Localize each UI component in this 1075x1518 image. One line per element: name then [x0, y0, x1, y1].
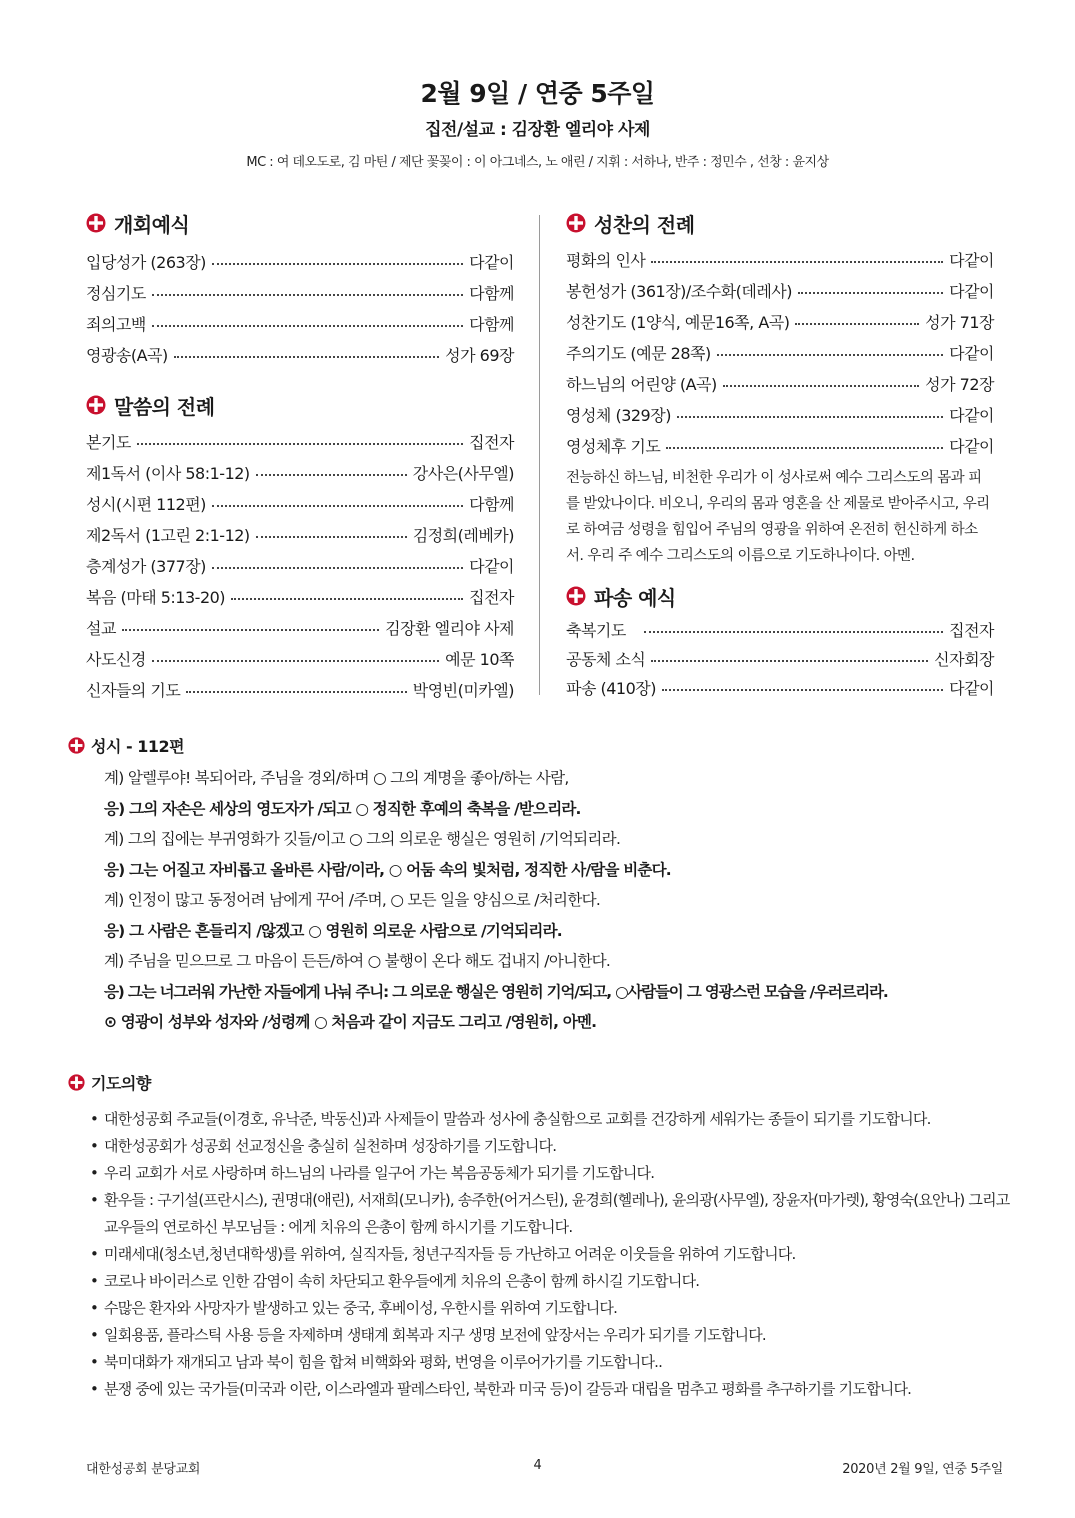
leader-dots [662, 689, 943, 691]
leader-dots [212, 505, 463, 507]
bullet: • [90, 1110, 99, 1128]
order-row: 입당성가 (263장) 다같이 [86, 253, 514, 272]
psalm-line-response: 응) 그는 너그러워 가난한 자들에게 나눠 주니: 그 의로운 행실은 영원히 기억/되고, ○사람들이 그 영광스런 모습을 /우러르리라. [104, 982, 888, 1001]
order-row: 제1독서 (이사 58:1-12) 강사은(사무엘) [86, 464, 514, 483]
psalm-line-leader: 계) 주님을 믿으므로 그 마음이 든든/하여 ○ 불행이 온다 해도 겁내지 /아니한다. [104, 952, 611, 970]
order-row: 성시(시편 112편) 다함께 [86, 495, 514, 514]
order-row: 영성체 (329장) 다같이 [566, 406, 994, 425]
psalm-line-response: 응) 그 사람은 흔들리지 /않겠고 ○ 영원히 의로운 사람으로 /기억되리라. [104, 921, 562, 940]
order-row: 공동체 소식 신자회장 [566, 650, 994, 669]
section-word [86, 390, 514, 705]
order-row: 설교 김장환 엘리야 사제 [86, 619, 514, 638]
leader-dots [651, 660, 928, 662]
list-item: • 수많은 환자와 사망자가 발생하고 있는 중국, 후베이성, 우한시를 위하여 기도합니다. [90, 1295, 1018, 1322]
leader-dots [152, 660, 439, 662]
section-heading: 개회예식 [86, 208, 514, 238]
order-row: 평화의 인사 다같이 [566, 251, 994, 270]
order-row: 정심기도 다함께 [86, 284, 514, 303]
section-heading: 성찬의 전례 [566, 208, 994, 238]
intentions-section [68, 1070, 1018, 1403]
psalm-line-leader: 계) 알렐루야! 복되어라, 주님을 경외/하며 ○ 그의 계명을 좋아/하는 사람, [104, 769, 569, 787]
order-row: 층계성가 (377장) 다같이 [86, 557, 514, 576]
order-row: 영광송(A곡) 성가 69장 [86, 346, 514, 365]
leader-dots [212, 567, 463, 569]
list-item: • 북미대화가 재개되고 남과 북이 힘을 합쳐 비핵화와 평화, 번영을 이루어가기를 기도합니다.. [90, 1349, 1018, 1376]
order-row: 제2독서 (1고린 2:1-12) 김정희(레베카) [86, 526, 514, 545]
bullet: • [90, 1272, 99, 1290]
leader-dots [122, 629, 379, 631]
leader-dots [212, 263, 463, 265]
bullet: • [90, 1353, 99, 1371]
bullet: • [90, 1137, 99, 1155]
order-row: 영성체후 기도 다같이 [566, 437, 994, 456]
left-column [86, 208, 514, 705]
list-item: • 분쟁 중에 있는 국가들(미국과 이란, 이스라엘과 팔레스타인, 북한과 미국 등)이 갈등과 대립을 멈추고 평화를 추구하기를 기도합니다. [90, 1376, 1018, 1403]
order-row: 주의기도 (예문 28쪽) 다같이 [566, 344, 994, 363]
list-item: • 대한성공회가 성공회 선교정신을 충실히 실천하며 성장하기를 기도합니다. [90, 1133, 1018, 1160]
bullet: • [90, 1326, 99, 1344]
cross-in-circle-icon [68, 737, 85, 754]
order-row: 봉헌성가 (361장)/조수화(데레사) 다같이 [566, 282, 994, 301]
order-row: 축복기도 집전자 [566, 621, 994, 640]
leader-dots [651, 261, 943, 263]
leader-dots [137, 443, 463, 445]
cross-in-circle-icon [86, 395, 106, 415]
order-row: 죄의고백 다함께 [86, 315, 514, 334]
right-column [566, 208, 994, 702]
order-row: 사도신경 예문 10쪽 [86, 650, 514, 669]
leader-dots [717, 354, 943, 356]
list-item: • 대한성공회 주교들(이경호, 유낙준, 박동신)과 사제들이 말씀과 성사에 충실함으로 교회를 건강하게 세워가는 종들이 되기를 기도합니다. [90, 1106, 1018, 1133]
leader-dots [677, 416, 943, 418]
leader-dots [256, 536, 407, 538]
order-row: 성찬기도 (1양식, 예문16쪽, A곡) 성가 71장 [566, 313, 994, 332]
page-title: 2월 9일 / 연중 5주일 [420, 79, 655, 108]
psalm-section [68, 733, 1018, 1038]
list-item: • 미래세대(청소년,청년대학생)를 위하여, 실직자들, 청년구직자들 등 가난하고 어려운 이웃들을 위하여 기도합니다. [90, 1241, 1018, 1268]
post-communion-prayer: 전능하신 하느님, 비천한 우리가 이 성사로써 예수 그리스도의 몸과 피를 받았나이다. 비오니, 우리의 몸과 영혼을 산 제물로 받아주시고, 우리로 하여금 성령을 힘입어 주님의 영광을 위하여 온전히 헌신하게 하소서. 우리 주 예수 그리스도의 이름으로 기도하나이다. 아멘. [566, 470, 990, 564]
psalm-line-leader: 계) 그의 집에는 부귀영화가 깃들/이고 ○ 그의 의로운 행실은 영원히 /기억되리라. [104, 830, 621, 848]
leader-dots [666, 447, 943, 449]
leader-dots [644, 631, 943, 633]
cross-in-circle-icon [566, 586, 586, 606]
credits-line: MC : 여 데오도로, 김 마틴 / 제단 꽃꽂이 : 이 아그네스, 노 애린 / 지휘 : 서하나, 반주 : 정민수 , 선창 : 윤지상 [246, 155, 829, 170]
cross-in-circle-icon [86, 213, 106, 233]
leader-dots [186, 691, 406, 693]
order-row: 본기도 집전자 [86, 433, 514, 452]
list-item: • 우리 교회가 서로 사랑하며 하느님의 나라를 일구어 가는 복음공동체가 되기를 기도합니다. [90, 1160, 1018, 1187]
order-row: 하느님의 어린양 (A곡) 성가 72장 [566, 375, 994, 394]
psalm-line-doxology: ⊙ 영광이 성부와 성자와 /성령께 ○ 처음과 같이 지금도 그리고 /영원히, 아멘. [104, 1013, 597, 1031]
column-divider [539, 215, 540, 695]
leader-dots [795, 323, 919, 325]
bullet: • [90, 1164, 99, 1182]
order-row: 신자들의 기도 박영빈(미카엘) [86, 681, 514, 700]
leader-dots [256, 474, 407, 476]
psalm-line-response: 응) 그의 자손은 세상의 영도자가 /되고 ○ 정직한 후예의 축복을 /받으리라. [104, 799, 581, 818]
list-item: • 일회용품, 플라스틱 사용 등을 자제하며 생태계 회복과 지구 생명 보전에 앞장서는 우리가 되기를 기도합니다. [90, 1322, 1018, 1349]
psalm-line-leader: 계) 인정이 많고 동정어려 남에게 꾸어 /주며, ○ 모든 일을 양심으로 /처리한다. [104, 891, 601, 909]
list-item: • 환우들 : 구기설(프란시스), 권명대(애린), 서재희(모니카), 송주한(어거스틴), 윤경희(헬레나), 윤의광(사무엘), 장윤자(마가렛), 황영숙(요안나) 그리고 교우들의 연로하신 부모님들 : 에게 치유의 은총이 함께 하시기를 기도합니다. [90, 1187, 1018, 1241]
footer-church-name: 대한성공회 분당교회 [86, 1462, 201, 1477]
page-number: 4 [533, 1458, 542, 1473]
section-dismissal [566, 581, 994, 702]
cross-in-circle-icon [566, 213, 586, 233]
bullet: • [90, 1299, 99, 1317]
leader-dots [152, 294, 463, 296]
section-heading: 파송 예식 [566, 581, 994, 611]
leader-dots [231, 598, 463, 600]
section-heading: 말씀의 전례 [86, 390, 514, 420]
leader-dots [174, 356, 439, 358]
intentions-list [90, 1106, 1018, 1403]
section-opening [86, 208, 514, 370]
section-heading: 성시 - 112편 [68, 733, 1018, 757]
section-eucharist [566, 208, 994, 569]
bullet: • [90, 1191, 99, 1209]
officiant-line: 집전/설교 : 김장환 엘리야 사제 [425, 120, 650, 140]
leader-dots [798, 292, 943, 294]
bullet: • [90, 1380, 99, 1398]
order-row: 파송 (410장) 다같이 [566, 679, 994, 698]
list-item: • 코로나 바이러스로 인한 감염이 속히 차단되고 환우들에게 치유의 은총이 함께 하시길 기도합니다. [90, 1268, 1018, 1295]
bullet: • [90, 1245, 99, 1263]
cross-in-circle-icon [68, 1074, 85, 1091]
footer-date: 2020년 2월 9일, 연중 5주일 [842, 1462, 1003, 1477]
section-heading: 기도의향 [68, 1070, 1018, 1094]
psalm-line-response: 응) 그는 어질고 자비롭고 올바른 사람/이라, ○ 어둠 속의 빛처럼, 정직한 사/람을 비춘다. [104, 860, 671, 879]
order-row: 복음 (마태 5:13-20) 집전자 [86, 588, 514, 607]
leader-dots [152, 325, 463, 327]
psalm-lines [104, 763, 1018, 1038]
leader-dots [723, 385, 919, 387]
